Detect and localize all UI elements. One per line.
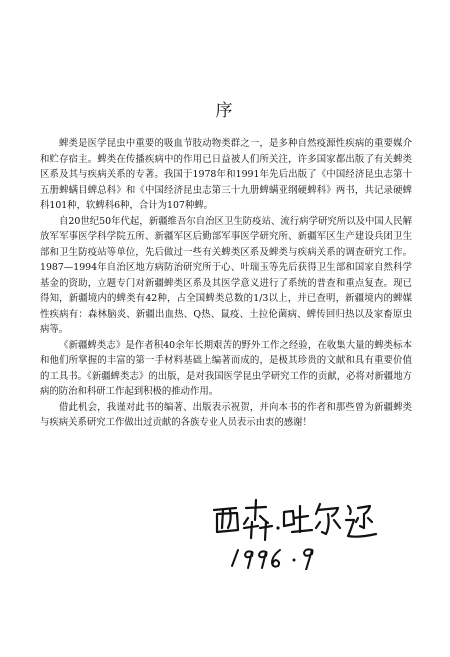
paragraph-2: 自20世纪50年代起，新疆维吾尔自治区卫生防疫站、流行病学研究所以及中国人民解放军军事医学科学院五所、新疆军区后勤部军事医学研究所、新疆军区生产建设兵团卫生部和卫生防疫站等单位，先后做过一些有关蜱类区系及蜱类与疾病关系的调查研究工作。1987—1994年自治区地方病防治研究所于心、叶瑞玉等先后获得卫生部和国家自然科学基金的资助，立题专门对新疆蜱类区系及其医学意义进行了系统的普查和重点复查。现已得知，新疆境内的蜱类有42种，占全国蜱类总数的1/3以上，并已查明，新疆境内的蜱媒性疾病有：森林脑炎、新疆出血热、Q热、鼠疫、土拉伦菌病、蜱传回归热以及家畜原虫病等。 [40, 215, 412, 335]
preface-body [40, 136, 412, 431]
handwritten-signature [208, 490, 388, 570]
paragraph-1: 蜱类是医学昆虫中重要的吸血节肢动物类群之一，是多种自然疫源性疾病的重要媒介和贮存宿主。蜱类在传播疾病中的作用已日益被人们所关注，许多国家都出版了有关蜱类区系及其与疾病关系的专著。我国于1978年和1991年先后出版了《中国经济昆虫志第十五册蜱螨目蜱总科》和《中国经济昆虫志第三十九册蜱螨亚纲硬蜱科》两书，共记录硬蜱科101种，软蜱科6种，合计为107种蜱。 [40, 138, 412, 211]
paragraph-4: 借此机会，我谨对此书的编著、出版表示祝贺，并向本书的作者和那些曾为新疆蜱类与疾病关系研究工作做出过贡献的各族专业人员表示由衷的感谢！ [40, 401, 412, 428]
page-title: 序 [215, 101, 235, 121]
paragraph-3: 《新疆蜱类志》是作者积40余年长期艰苦的野外工作之经验，在收集大量的蜱类标本和他们所掌握的丰富的第一手材料基础上编著而成的，是极其珍贵的文献和具有重要价值的工具书。《新疆蜱类志》的出版，是对我国医学昆虫学研究工作的贡献，必将对新疆地方病的防治和科研工作起到积极的推动作用。 [40, 339, 412, 397]
